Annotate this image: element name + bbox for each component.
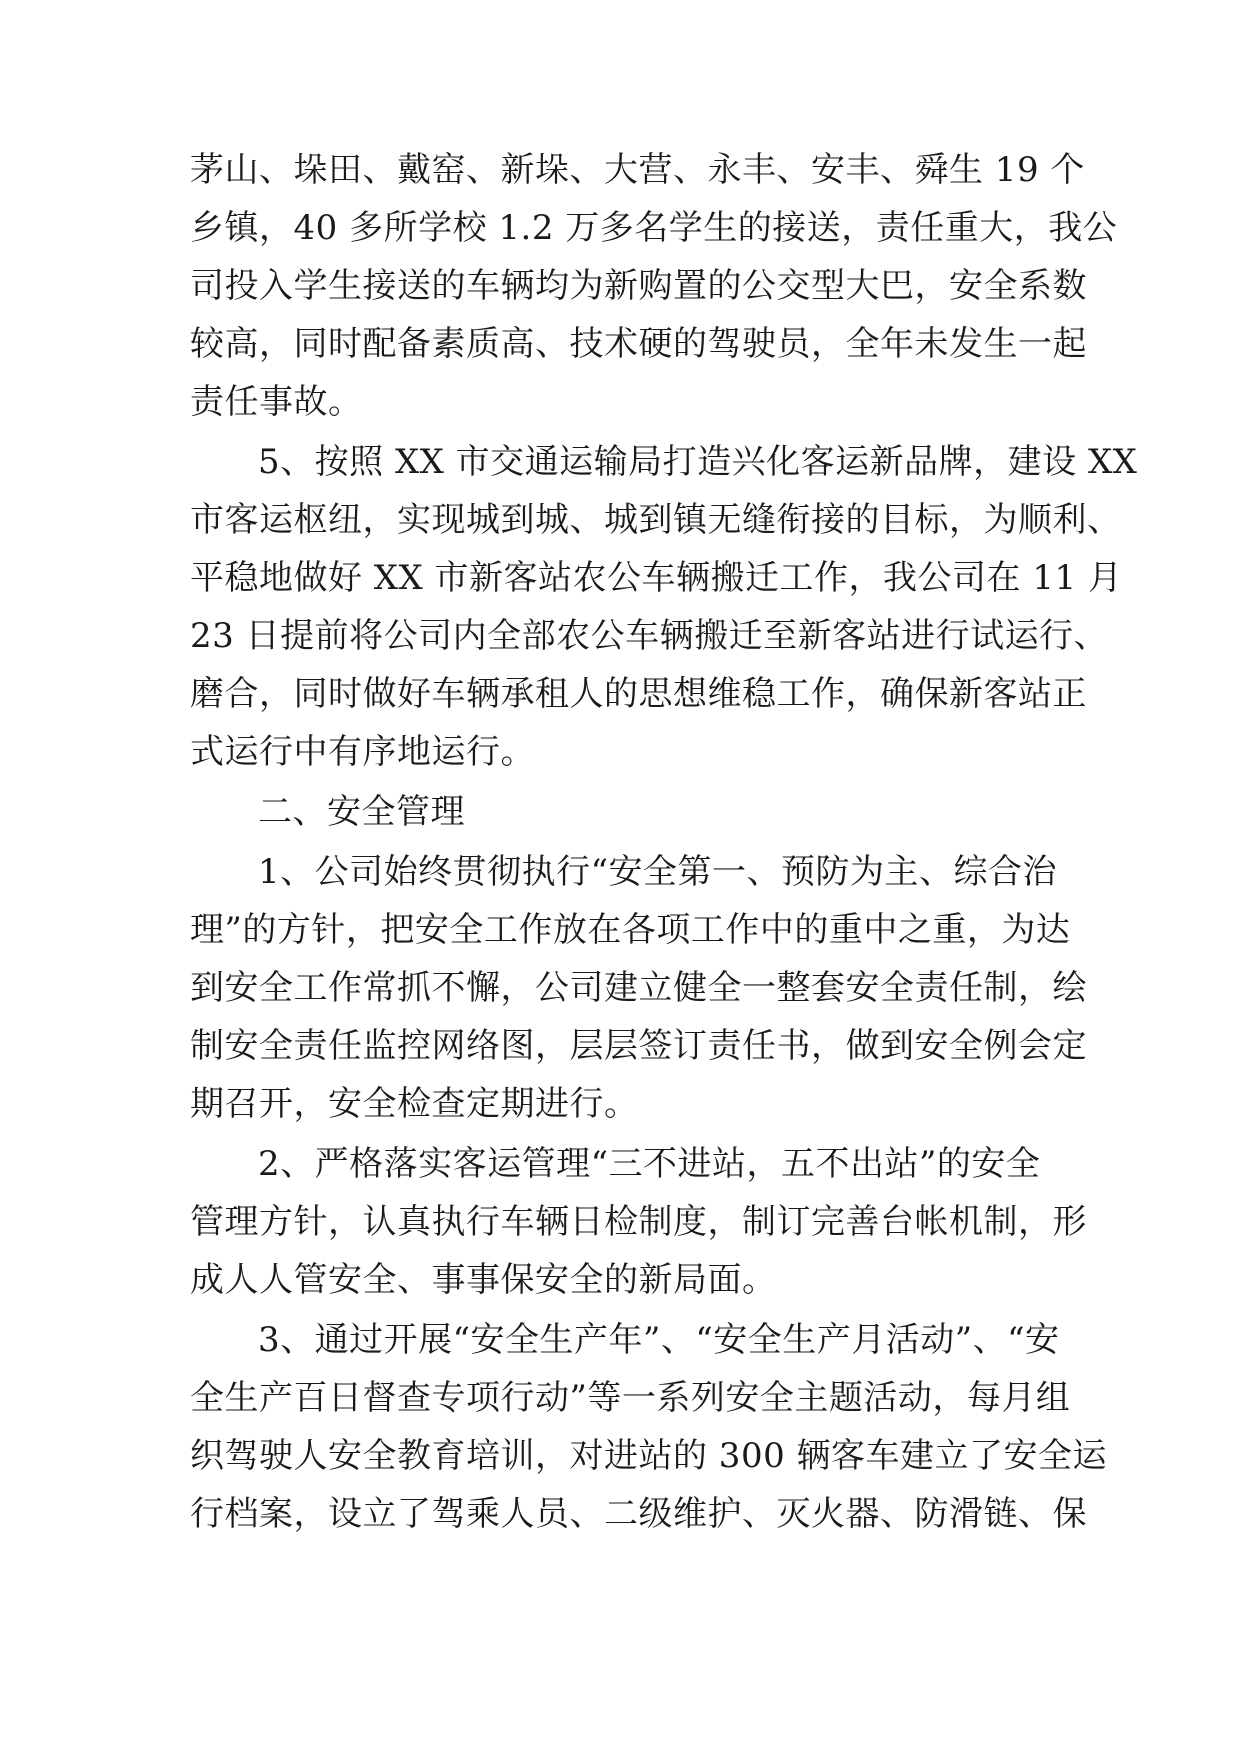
text-line: 磨合，同时做好车辆承租人的思想维稳工作，确保新客站正	[190, 674, 1087, 714]
text-line: 织驾驶人安全教育培训，对进站的 300 辆客车建立了安全运	[190, 1436, 1108, 1476]
text-line: 2、严格落实客运管理“三不进站，五不出站”的安全	[258, 1144, 1041, 1184]
text-line: 管理方针，认真执行车辆日检制度，制订完善台帐机制，形	[190, 1202, 1087, 1242]
text-line: 理”的方针，把安全工作放在各项工作中的重中之重，为达	[190, 910, 1071, 950]
text-line: 期召开，安全检查定期进行。	[190, 1084, 639, 1124]
text-line: 制安全责任监控网络图，层层签订责任书，做到安全例会定	[190, 1026, 1087, 1066]
text-line: 茅山、垛田、戴窑、新垛、大营、永丰、安丰、舜生 19 个	[190, 150, 1085, 190]
text-line: 乡镇，40 多所学校 1.2 万多名学生的接送，责任重大，我公	[190, 208, 1118, 248]
text-line: 市客运枢纽，实现城到城、城到镇无缝衔接的目标，为顺利、	[190, 500, 1122, 540]
text-line: 到安全工作常抓不懈，公司建立健全一整套安全责任制，绘	[190, 968, 1087, 1008]
text-line: 全生产百日督查专项行动”等一系列安全主题活动，每月组	[190, 1378, 1071, 1418]
text-line: 较高，同时配备素质高、技术硬的驾驶员，全年未发生一起	[190, 324, 1087, 364]
text-line: 责任事故。	[190, 382, 363, 422]
text-line: 行档案，设立了驾乘人员、二级维护、灭火器、防滑链、保	[190, 1494, 1087, 1534]
text-line: 平稳地做好 XX 市新客站农公车辆搬迁工作，我公司在 11 月	[190, 558, 1123, 598]
text-line: 1、公司始终贯彻执行“安全第一、预防为主、综合治	[258, 852, 1058, 892]
text-line: 司投入学生接送的车辆均为新购置的公交型大巴，安全系数	[190, 266, 1087, 306]
text-line: 5、按照 XX 市交通运输局打造兴化客运新品牌，建设 XX	[258, 442, 1138, 482]
text-line: 23 日提前将公司内全部农公车辆搬迁至新客站进行试运行、	[190, 616, 1109, 656]
text-line: 3、通过开展“安全生产年”、“安全生产月活动”、“安	[258, 1320, 1060, 1360]
text-line: 成人人管安全、事事保安全的新局面。	[190, 1260, 777, 1300]
section-heading: 二、安全管理	[258, 792, 465, 832]
text-line: 式运行中有序地运行。	[190, 732, 535, 772]
